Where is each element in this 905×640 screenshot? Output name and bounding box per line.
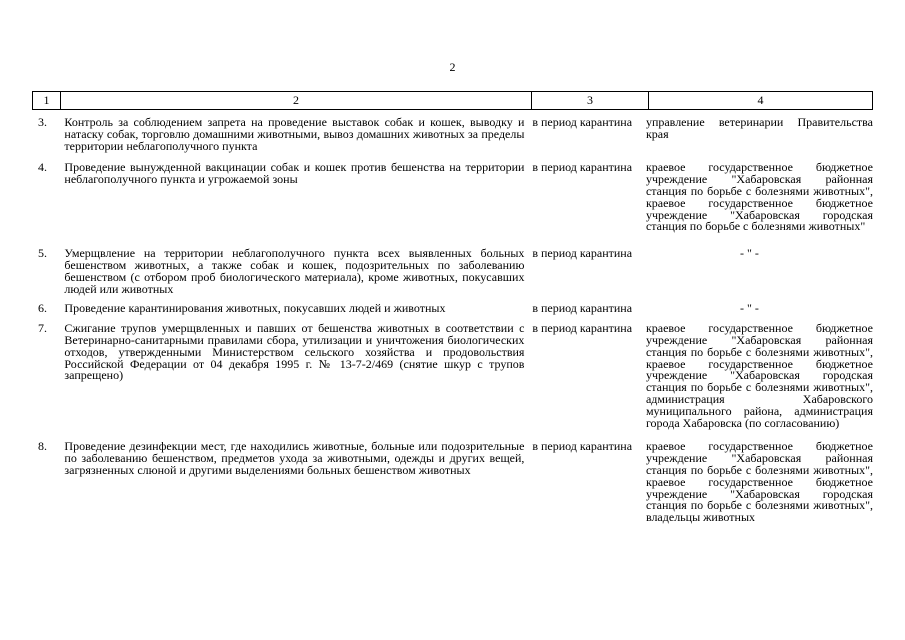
column-header-2: 2 [61, 92, 532, 110]
table-row [32, 303, 873, 315]
row-period: в период карантина [532, 301, 633, 316]
column-header-table [32, 91, 873, 110]
row-period: в период карантина [532, 246, 633, 261]
page-number: 2 [449, 60, 456, 74]
row-action: Умерщвление на территории неблагополучного пункта всех выявленных больных бешенством животных, а также собак и кошек, подозрительных по заболеванию бешенством (с отбором проб биологического материала), кроме животных, покусавших людей или животных [64, 246, 525, 296]
row-responsible: краевое государственное бюджетное учреждение "Хабаровская районная станция по борьбе с болезнями животных", краевое государственное бюджетное учреждение "Хабаровская городская станция по борьбе с болезнями животных", администрация Хабаровского муниципального района, администрация города Хабаровска (по согласованию) [645, 321, 873, 430]
row-action: Контроль за соблюдением запрета на проведение выставок собак и кошек, выводку и натаску собак, торговлю домашними животными, вывоз домашних животных за пределы территории неблагополучного пункта [64, 115, 525, 153]
row-number: 8. [38, 439, 47, 454]
row-number: 7. [38, 321, 47, 336]
row-number: 4. [38, 160, 47, 175]
row-number: 5. [38, 246, 47, 261]
row-period: в период карантина [532, 160, 633, 175]
table-row [32, 441, 873, 524]
row-period: в период карантина [532, 439, 633, 454]
row-number: 6. [38, 301, 47, 316]
row-period: в период карантина [532, 115, 633, 129]
row-responsible: краевое государственное бюджетное учреждение "Хабаровская районная станция по борьбе с болезнями животных", краевое государственное бюджетное учреждение "Хабаровская городская станция по борьбе с болезнями животных" [645, 160, 873, 234]
row-responsible: управление ветеринарии Правительства края [645, 115, 873, 141]
column-header-3: 3 [532, 92, 649, 110]
column-header-4: 4 [649, 92, 873, 110]
row-action: Проведение карантинирования животных, покусавших людей и животных [64, 301, 446, 316]
table-row [32, 162, 873, 233]
row-action: Проведение дезинфекции мест, где находились животные, больные или подозрительные по заболеванию бешенством, предметов ухода за животными, одежды и других вещей, загрязненных слюной и другими выделениями больных бешенством животных [64, 439, 525, 477]
table-row [32, 323, 873, 429]
row-period: в период карантина [532, 321, 633, 336]
row-action: Проведение вынужденной вакцинации собак и кошек против бешенства на территории неблагополучного пункта и угрожаемой зоны [64, 160, 525, 187]
row-number: 3. [38, 115, 47, 129]
row-responsible: краевое государственное бюджетное учреждение "Хабаровская районная станция по борьбе с болезнями животных", краевое государственное бюджетное учреждение "Хабаровская городская станция по борьбе с болезнями животных", владельцы животных [645, 439, 873, 525]
column-header-1: 1 [33, 92, 61, 110]
table-row [32, 248, 873, 295]
row-action: Сжигание трупов умерщвленных и павших от бешенства животных в соответствии с Ветеринарно-санитарными правилами сбора, утилизации и уничтожения биологических отходов, утвержденными Министерством сельского хозяйства и продовольствия Российской Федерации от 04 декабря 1995 г. № 13-7-2/469 (снятие шкур с трупов запрещено) [64, 321, 525, 383]
row-responsible-ditto: - " - [740, 246, 759, 261]
row-responsible-ditto: - " - [740, 301, 759, 316]
table-row [32, 117, 873, 152]
measures-list [32, 117, 873, 524]
